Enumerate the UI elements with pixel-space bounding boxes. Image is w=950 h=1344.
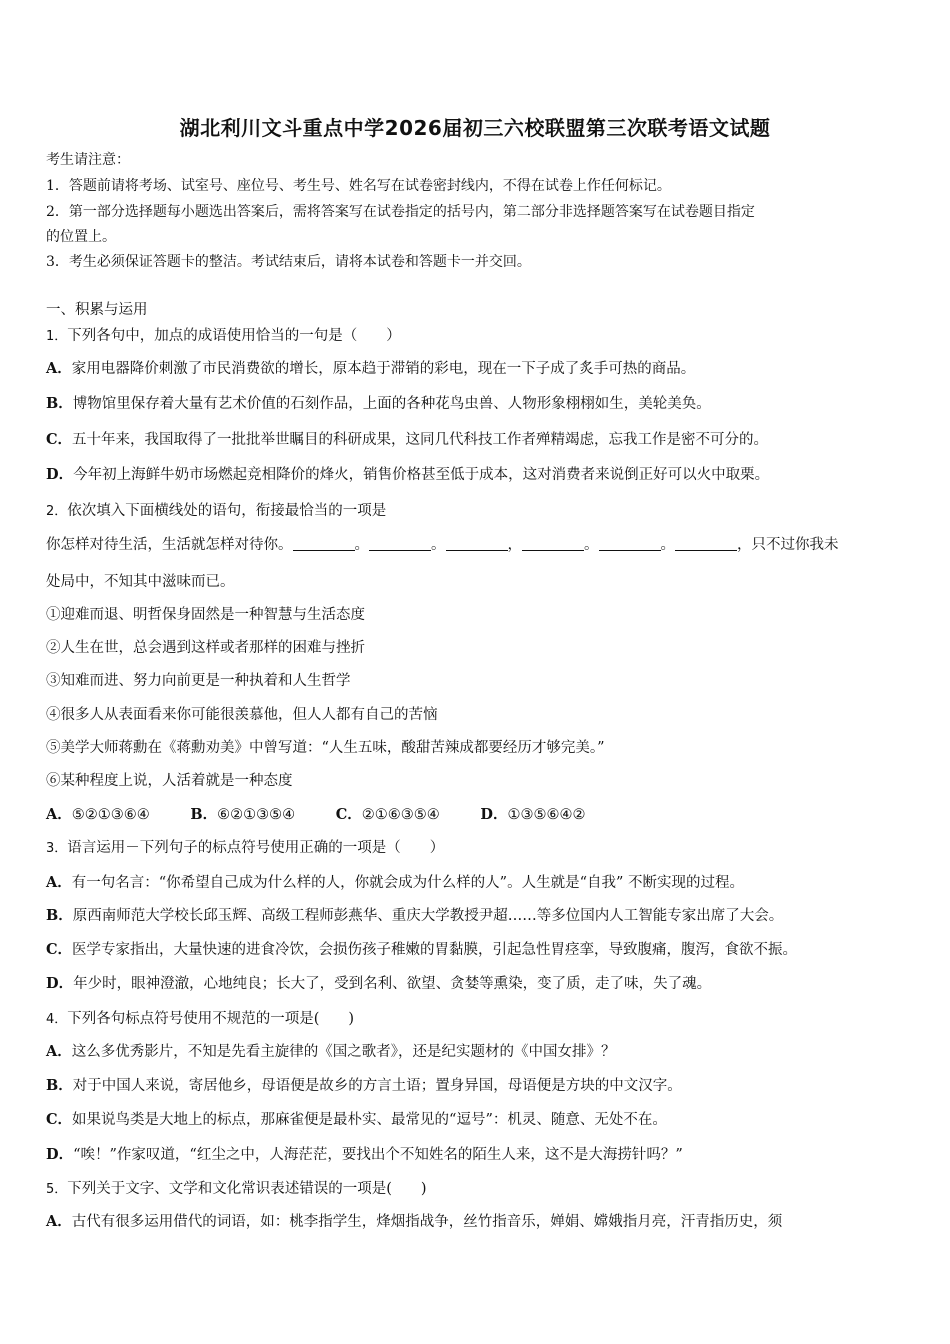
q1-option-b [46,394,912,414]
separator: 。 [431,537,446,553]
option-label: C． [46,431,73,448]
option-text: ⑤②①③⑥④ [71,807,150,823]
option-label: B． [46,1077,73,1094]
option-text: 有一句名言：“你希望自己成为什么样的人，你就会成为什么样的人”。人生就是“自我” 不断实现的过程。 [71,875,745,891]
q1-option-a [46,359,912,379]
q2-item-3: ③知难而进、努力向前更是一种执着和人生哲学 [46,673,351,689]
option-text: ①③⑤⑥④② [507,807,586,823]
q2-sentence-continued: 处局中，不知其中滋味而已。 [46,574,235,590]
question-text: 依次填入下面横线处的语句，衔接最恰当的一项是 [67,503,387,519]
notice-item: 3．考生必须保证答题卡的整洁。考试结束后，请将本试卷和答题卡一并交回。 [46,254,531,270]
option-label: C． [46,941,73,958]
question-text: 下列各句中，加点的成语使用恰当的一句是（ ） [67,328,401,344]
option-text: 博物馆里保存着大量有艺术价值的石刻作品，上面的各种花鸟虫兽、人物形象栩栩如生，美轮美奂。 [72,396,711,412]
sentence-start: 你怎样对待生活，生活就怎样对待你。 [46,537,293,553]
q2-item-5: ⑤美学大师蒋勳在《蒋勳劝美》中曾写道：“人生五味，酸甜苦辣成都要经历才够完美。” [46,740,605,756]
option-label: A． [46,1043,72,1060]
option-label: B． [46,907,73,924]
option-text: “唉！”作家叹道，“红尘之中，人海茫茫，要找出个不知姓名的陌生人来，这不是大海捞针吗？” [73,1147,683,1163]
notice-item: 2．第一部分选择题每小题选出答案后，需将答案写在试卷指定的括号内，第二部分非选择题答案写在试卷题目指定 [46,204,755,220]
option-label: D． [46,1146,74,1163]
option-label: B． [46,395,73,412]
q4-option-c [46,1110,912,1130]
q2-item-2: ②人生在世，总会遇到这样或者那样的困难与挫折 [46,640,365,656]
option-label: A． [46,806,72,823]
q2-item-1: ①迎难而退、明哲保身固然是一种智慧与生活态度 [46,607,365,623]
q3-option-a [46,873,912,893]
q1-option-d [46,465,912,485]
question-4-stem [46,1009,912,1030]
option-label: D． [46,466,74,483]
question-number: 1． [46,329,68,344]
q4-option-d [46,1145,912,1165]
section-heading: 一、积累与运用 [46,302,148,318]
separator: 。 [354,537,369,553]
q4-option-a [46,1042,912,1062]
q2-options [46,805,912,825]
option-text: 医学专家指出，大量快速的进食冷饮，会损伤孩子稚嫩的胃黏膜，引起急性胃痉挛，导致腹痛，腹泻，食欲不振。 [72,942,798,958]
notice-item: 1．答题前请将考场、试室号、座位号、考生号、姓名写在试卷密封线内，不得在试卷上作任何标记。 [46,178,671,194]
option-text: 古代有很多运用借代的词语，如：桃李指学生，烽烟指战争，丝竹指音乐，婵娟、嫦娥指月亮，汗青指历史，须 [71,1214,783,1230]
question-5-stem [46,1179,912,1200]
option-text: 对于中国人来说，寄居他乡，母语便是故乡的方言土语；置身异国，母语便是方块的中文汉字。 [72,1078,682,1094]
option-label: C． [335,806,362,823]
separator: 。 [660,537,675,553]
question-text: 下列各句标点符号使用不规范的一项是( ) [67,1011,355,1027]
option-text: 家用电器降价刺激了市民消费欲的增长，原本趋于滞销的彩电，现在一下子成了炙手可热的商品。 [71,361,696,377]
q3-option-b [46,906,912,926]
option-label: A． [46,874,72,891]
option-label: B． [190,806,218,823]
question-text: 下列关于文字、文学和文化常识表述错误的一项是( ) [67,1181,427,1197]
option-text: 如果说鸟类是大地上的标点，那麻雀便是最朴实、最常见的“逗号”：机灵、随意、无处不在。 [72,1112,667,1128]
option-label: A． [46,360,72,377]
question-3-stem [46,838,912,859]
fill-blank[interactable] [522,536,584,551]
q3-option-d [46,974,912,994]
option-label: C． [46,1111,73,1128]
fill-blank[interactable] [446,536,508,551]
q2-item-6: ⑥某种程度上说，人活着就是一种态度 [46,773,293,789]
q2-fill-sentence [46,535,912,555]
option-text: 这么多优秀影片，不知是先看主旋律的《国之歌者》，还是纪实题材的《中国女排》？ [71,1044,616,1060]
separator: ， [507,537,522,553]
fill-blank[interactable] [369,536,431,551]
fill-blank[interactable] [599,536,661,551]
notice-item: 的位置上。 [46,229,116,245]
option-text: ⑥②①③⑤④ [217,807,296,823]
q2-item-4: ④很多人从表面看来你可能很羡慕他，但人人都有自己的苦恼 [46,707,438,723]
option-text: ②①⑥③⑤④ [361,807,440,823]
option-label: D． [480,806,508,823]
question-1-stem [46,326,912,347]
option-label: D． [46,975,74,992]
fill-blank[interactable] [675,536,737,551]
sentence-end: ，只不过你我未 [737,537,839,553]
option-text: 原西南师范大学校长邱玉辉、高级工程师彭燕华、重庆大学教授尹超……等多位国内人工智能专家出席了大会。 [72,908,784,924]
question-text: 语言运用－下列句子的标点符号使用正确的一项是（ ） [67,840,445,856]
option-text: 五十年来，我国取得了一批批举世瞩目的科研成果，这同几代科技工作者殚精竭虑，忘我工作是密不可分的。 [72,432,769,448]
question-number: 3． [46,841,68,856]
fill-blank[interactable] [293,536,355,551]
option-text: 年少时，眼神澄澈，心地纯良；长大了，受到名利、欲望、贪婪等熏染，变了质，走了味，失了魂。 [73,976,712,992]
page-title: 湖北利川文斗重点中学2026届初三六校联盟第三次联考语文试题 [179,116,771,140]
separator: 。 [584,537,599,553]
option-text: 今年初上海鲜牛奶市场燃起竞相降价的烽火，销售价格甚至低于成本，这对消费者来说倒正好可以火中取栗。 [73,467,770,483]
question-number: 5． [46,1182,68,1197]
q3-option-c [46,940,912,960]
q4-option-b [46,1076,912,1096]
notice-heading: 考生请注意： [46,152,130,168]
question-number: 2． [46,504,68,519]
question-number: 4． [46,1012,68,1027]
option-label: A． [46,1213,72,1230]
question-2-stem [46,501,912,522]
q5-option-a [46,1212,912,1232]
q1-option-c [46,430,912,450]
